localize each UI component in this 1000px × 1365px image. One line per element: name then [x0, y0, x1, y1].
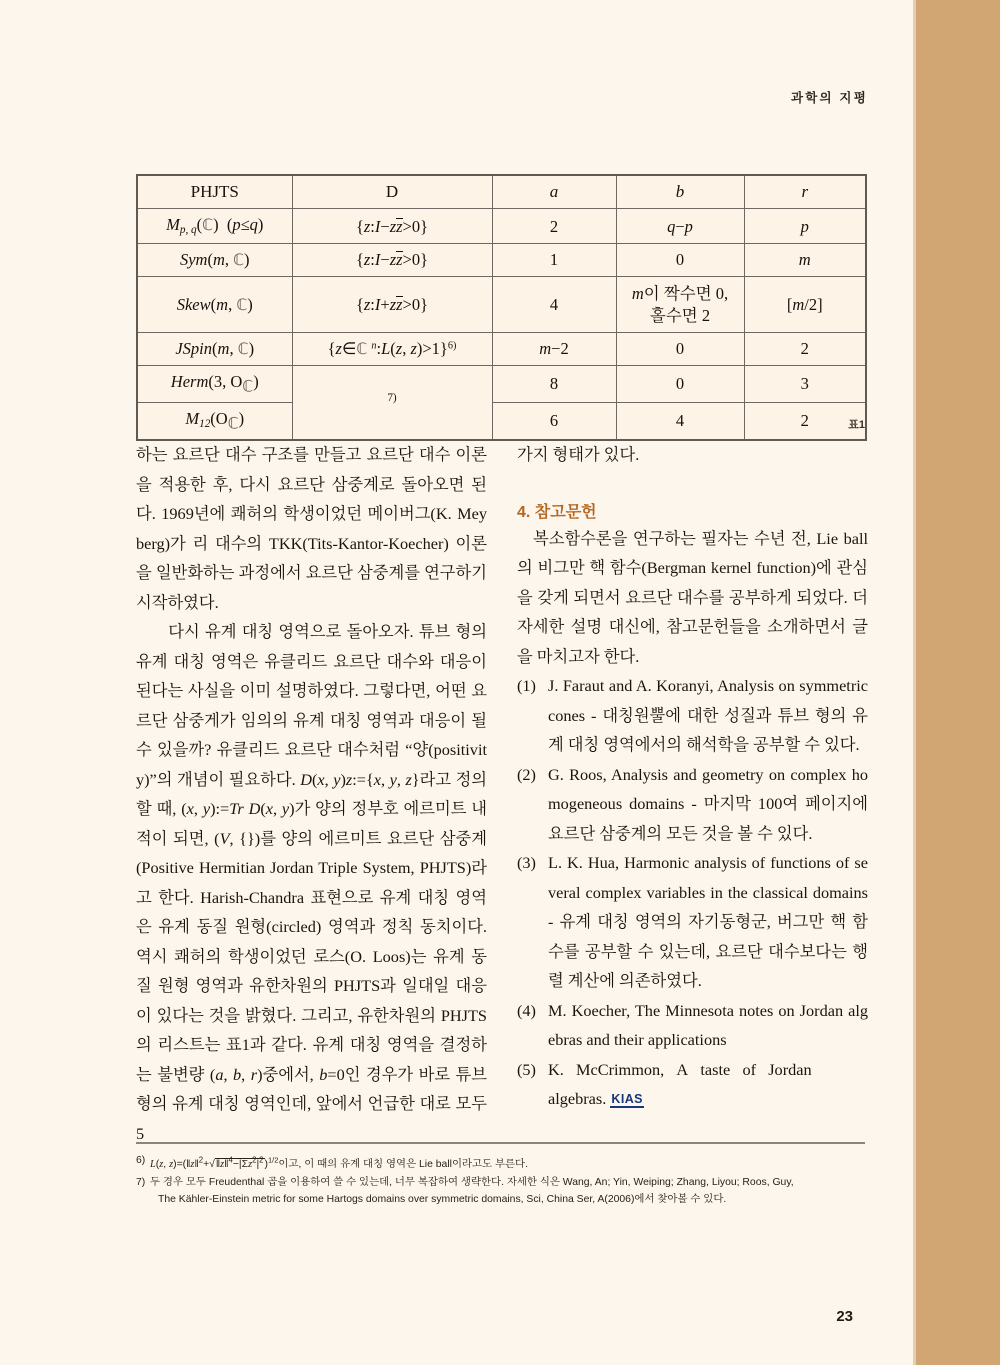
column-header-b: b [616, 175, 744, 209]
list-item [517, 760, 868, 849]
cell-phjts: Herm(3, Oℂ) [137, 365, 292, 402]
reference-number: (2) [517, 764, 536, 784]
table-row [137, 277, 866, 333]
footnote-text: L(z, $z)=(‖z‖^2+√‖z‖^4-|\Sigma z^2|^2)^{1/2}$이고, 이 때의 유계 대칭 영역은 Lie ball이라고도 부른다. [150, 1156, 528, 1171]
table-row [137, 333, 866, 366]
cell-phjts: $M_{p, q}(ℂ)$ (p≤q) [137, 209, 292, 244]
paragraph: 하는 요르단 대수 구조를 만들고 요르단 대수 이론을 적용한 후, 다시 요르단 삼중계로 돌아오면 된다. 1969년에 쾌허의 학생이었던 메이버그(K. Meyberg)가 리 대수의 TKK(Tits-Kantor-Koecher) 이론을 일반화하는 과정에서 요르단 삼중계를 연구하기 시작하였다. [136, 445, 487, 612]
cell-d: {z∈ℂ $^n$:L(z, z)>1}$^{6)}$ [292, 333, 492, 366]
footnote-text-line2: The Kähler-Einstein metric for some Hartogs domains over symmetric domains, Sci, China Ser, A(2006)에서 찾아볼 수 있다. [158, 1194, 727, 1206]
cell-a: 8 [492, 365, 616, 402]
cell-b: 4 [616, 402, 744, 440]
footnote-text-line1: 두 경우 모두 Freudenthal 곱을 이용하여 쓸 수 있는데, 너무 복잡하여 생략한다. 자세한 식은 Wang, An; Yin, Weiping; Zhang, Liyou; Roos, Guy, [150, 1176, 794, 1188]
reference-number: (5) [517, 1059, 536, 1079]
paragraph: 다시 유계 대칭 영역으로 돌아오자. 튜브 형의 유계 대칭 영역은 유클리드 요르단 대수와 대응이 된다는 사실을 이미 설명하였다. 그렇다면, 어떤 요르단 삼중게가 임의의 유계 대칭 영역과 대응이 될 수 있을까? 유클리드 요르단 대수처럼 “양(positivity)”의 개념이 필요하다. D(x, y)z:={x, y, z}라고 정의할 때, (x, y):=Tr D(x, y)가 양의 정부호 에르미트 내적이 되면, (V, {})를 양의 에르미트 요르단 삼중계 (Positive Hermitian Jordan Triple System, PHJTS)라고 한다. Harish-Chandra 표현으로 유계 대칭 영역은 유계 동질 원형(circled) 영역과 정칙 동치이다. 역시 쾌허의 학생이었던 로스(O. Loos)는 유계 동질 원형 영역과 유한차원의 PHJTS과 일대일 대응이 있다는 것을 밝혔다. 그리고, 유한차원의 PHJTS의 리스트는 표1과 같다. 유계 대칭 영역을 결정하는 불변량 (a, b, r)중에서, b=0인 경우가 바로 튜브 형의 유계 대칭 영역인데, 앞에서 언급한 대로 모두 5 [136, 622, 488, 1143]
reference-number: (1) [517, 676, 536, 695]
right-column-lead [517, 440, 868, 470]
cell-d: {z:I+zz>0} [292, 277, 492, 333]
table-row [137, 209, 866, 244]
phjts-table-container [136, 174, 865, 441]
reference-list [517, 671, 868, 1114]
list-item [517, 848, 868, 996]
cell-a: 4 [492, 277, 616, 333]
left-column-text [136, 440, 487, 1148]
cell-d-merged: 7) [292, 365, 492, 440]
cell-r: m [744, 244, 866, 277]
reference-text: M. Koecher, The Minnesota notes on Jordan algebras and their applications [548, 1000, 868, 1049]
section-heading-references: 4. 참고문헌 [517, 503, 597, 521]
cell-a: m−2 [492, 333, 616, 366]
cell-a: 2 [492, 209, 616, 244]
cell-r: 2 [744, 333, 866, 366]
cell-a: 6 [492, 402, 616, 440]
cell-phjts: Sym(m, ℂ) [137, 244, 292, 277]
cell-r: 3 [744, 365, 866, 402]
cell-b: m이 짝수면 0, 홀수면 2 [616, 277, 744, 333]
table-row [137, 365, 866, 402]
reference-number: (3) [517, 853, 536, 872]
reference-text: L. K. Hua, Harmonic analysis of functions of several complex variables in the classical domains - 유계 대칭 영역의 자기동형군, 버그만 핵 함수를 공부할 수 있는데, 요르단 대수보다는 행렬 계산에 의존하였다. [548, 853, 868, 990]
cell-b: 0 [616, 333, 744, 366]
footnote-separator [136, 1142, 865, 1144]
edge-strip-hairline [913, 0, 916, 1365]
paragraph: 가지 형태가 있다. [517, 445, 640, 464]
right-column [517, 440, 868, 1148]
reference-text: K. McCrimmon, A taste of Jordan algebras. KIAS [548, 1059, 812, 1108]
footnote-6 [136, 1152, 876, 1174]
footnote-number: 7) [136, 1176, 146, 1188]
table-header-row [137, 175, 866, 209]
paragraph: 복소함수론을 연구하는 필자는 수년 전, Lie ball의 비그만 핵 함수(Bergman kernel function)에 관심을 갖게 되면서 요르단 대수를 공부하게 되었다. 더 자세한 설명 대신에, 참고문헌들을 소개하면서 글을 마치고자 한다. [517, 528, 868, 666]
table-row [137, 244, 866, 277]
cell-d: {z:I−zz>0} [292, 244, 492, 277]
cell-a: 1 [492, 244, 616, 277]
phjts-table [136, 174, 867, 441]
column-header-phjts: PHJTS [137, 175, 292, 209]
cell-phjts: Skew(m, ℂ) [137, 277, 292, 333]
column-header-r: r [744, 175, 866, 209]
left-column [136, 440, 487, 1148]
page-number: 23 [836, 1308, 853, 1325]
cell-r: [m/2] [744, 277, 866, 333]
cell-d: {z:I−zz>0} [292, 209, 492, 244]
reference-text: G. Roos, Analysis and geometry on complex homogeneous domains - 마지막 100여 페이지에 요르단 삼중계의 모든 것을 볼 수 있다. [548, 764, 868, 843]
body-columns [136, 440, 868, 1148]
running-header: 과학의 지평 [790, 91, 868, 105]
list-item [517, 671, 868, 760]
table-caption: 표1 [848, 419, 865, 431]
cell-b: 0 [616, 244, 744, 277]
list-item [517, 1055, 868, 1114]
reference-number: (4) [517, 1000, 536, 1020]
footnote-number: 6) [136, 1155, 146, 1166]
kias-logo: KIAS [610, 1093, 643, 1108]
footnote-7 [136, 1174, 876, 1209]
list-item [517, 996, 868, 1055]
column-header-a: a [492, 175, 616, 209]
cell-r: p [744, 209, 866, 244]
column-header-d: D [292, 175, 492, 209]
cell-phjts: $M_{12}(Oℂ)$ [137, 402, 292, 440]
cell-phjts: JSpin(m, ℂ) [137, 333, 292, 366]
references-intro [517, 524, 868, 672]
cell-r: 2 [744, 402, 866, 440]
page-edge-strip [913, 0, 1000, 1365]
footnotes-block [136, 1152, 876, 1209]
cell-b: q−p [616, 209, 744, 244]
cell-b: 0 [616, 365, 744, 402]
reference-text: J. Faraut and A. Koranyi, Analysis on symmetric cones - 대칭원뿔에 대한 성질과 튜브 형의 유계 대칭 영역에서의 해석학을 공부할 수 있다. [548, 676, 868, 754]
